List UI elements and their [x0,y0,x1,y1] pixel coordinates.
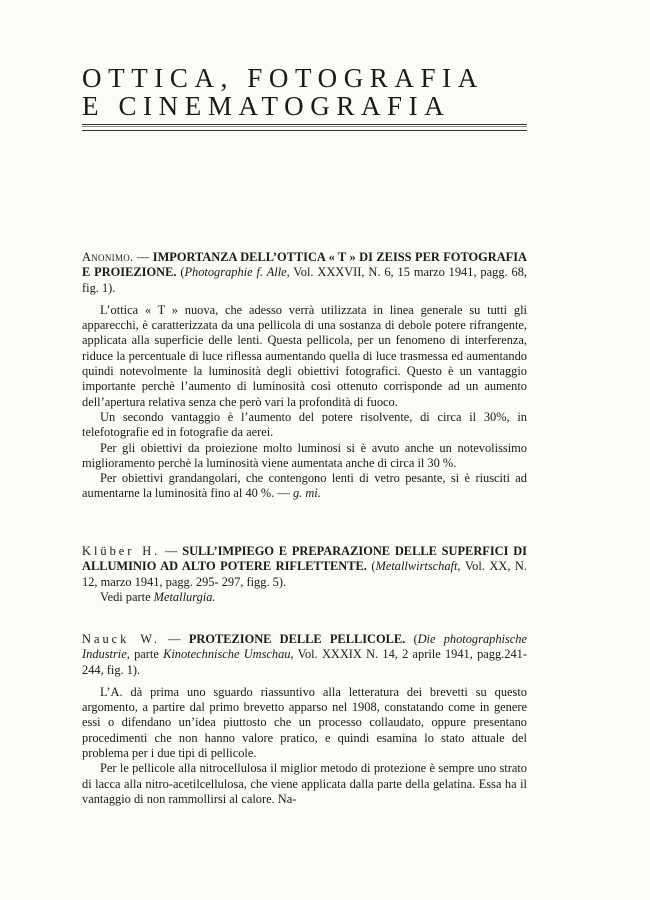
paragraph: Per gli obiettivi da proiezione molto luminosi si è avuto anche un notevolissimo miglioramento perchè la luminosità viene aumentata anche di circa il 30 %. [82,440,527,470]
article-title: IMPORTANZA DELL’OTTICA « T » DI ZEISS PER FOTOGRAFIA E PROIEZIONE. [82,250,527,280]
spacer [82,678,527,685]
article-heading: Klüber H. — SULL’IMPIEGO E PREPARAZIONE DELLE SUPERFICI DI ALLUMINIO AD ALTO POTERE RIFLETTENTE. (Metallwirtschaft, Vol. XX, N. 12, marzo 1941, pagg. 295- 297, figg. 5). [82,544,527,589]
article-title: PROTEZIONE DELLE PELLICOLE. [188,632,406,646]
article-author: Nauck W. [82,632,160,646]
dash: — [159,632,189,646]
article-zeiss [82,250,527,502]
dash: — [133,250,153,264]
paragraph-text: Per obiettivi grandangolari, che contengono lenti di vetro pesante, si è riusciti ad aumentarne la luminosità fino al 40 %. — [82,471,527,501]
paragraph: L’A. dà prima uno sguardo riassuntivo alla letteratura dei brevetti su questo argomento, a partire dal primo brevetto apparso nel 1908, constatando come in genere essi o difendano un’idea piuttosto che un processo collaudato, oppure presentano procedimenti che non hanno valore pratico, e quindi esamina lo stato attuale del problema per i due tipi di pellicole. [82,684,527,761]
paragraph: Un secondo vantaggio è l’aumento del potere risolvente, di circa il 30%, in telefotografie ed in fotografie da aerei. [82,409,527,440]
article-pellicole [82,632,527,807]
source-journal-2: Kinotechnische Umschau, [163,647,294,662]
paragraph [82,471,527,502]
author-signature: g. mi. [292,486,321,501]
paragraph: Per le pellicole alla nitrocellulosa il miglior metodo di protezione è sempre uno strato di lacca alla nitro-acetilcellulosa, che viene applicata dalla parte della gelatina. Essa ha il vantaggio di non rammollirsi al calore. Na- [82,761,527,806]
page-title-line-1: OTTICA, FOTOGRAFIA [82,63,484,93]
source-details: Vol. XX, N. 12, marzo 1941, pagg. 295- 297, figg. 5). [82,559,527,589]
article-author: Klüber H. [82,544,161,558]
source-details: Vol. XXXIX N. 14, 2 aprile 1941, pagg.241-244, fig. 1). [82,647,527,677]
source-journal: Metallwirtschaft, [375,559,461,574]
source-journal: Die photographische Industrie, [82,632,527,662]
page-title-line-2: E CINEMATOGRAFIA [82,91,451,121]
article-alluminio [82,544,527,605]
paragraph: L’ottica « T » nuova, che adesso verrà utilizzata in linea generale su tutti gli apparecchi, è caratterizzata da una pellicola di una sostanza di debole potere rifrangente, applicata alla superficie delle lenti. Questa pellicola, per un fenomeno di interferenza, riduce la percentuale di luce riflessa aumentando quella di luce trasmessa ed aumentando quindi notevolmente la luminosità degli obiettivi fotografici. Questo è un vantaggio importante perchè l’aumento di luminosità così ottenuto corrisponde ad un aumento dell’apertura relativa senza che però vari la profondità di fuoco. [82,302,527,409]
source-details: Vol. XXXVII, N. 6, 15 marzo 1941, pagg. 68, fig. 1). [82,265,527,295]
dash: — [160,544,183,558]
source-journal: Photographie f. Alle, [184,265,290,280]
source-mid: parte [129,647,164,662]
article-author: Anonimo. [82,250,134,264]
article-heading: Nauck W. — PROTEZIONE DELLE PELLICOLE. (Die photographische Industrie, parte Kinotechnische Umschau, Vol. XXXIX N. 14, 2 aprile 1941, pagg.241-244, fig. 1). [82,632,527,677]
see-also [82,590,527,605]
article-heading: Anonimo. — IMPORTANZA DELL’OTTICA « T » DI ZEISS PER FOTOGRAFIA E PROIEZIONE. (Photographie f. Alle, Vol. XXXVII, N. 6, 15 marzo 1941, pagg. 68, fig. 1). [82,250,527,295]
spacer [82,296,527,303]
title-rule-divider [82,124,527,131]
article-title: SULL’IMPIEGO E PREPARAZIONE DELLE SUPERFICI DI ALLUMINIO AD ALTO POTERE RIFLETTENTE. [82,544,527,574]
see-also-prefix: Vedi parte [100,589,154,604]
see-also-ref: Metallurgia. [153,589,216,604]
